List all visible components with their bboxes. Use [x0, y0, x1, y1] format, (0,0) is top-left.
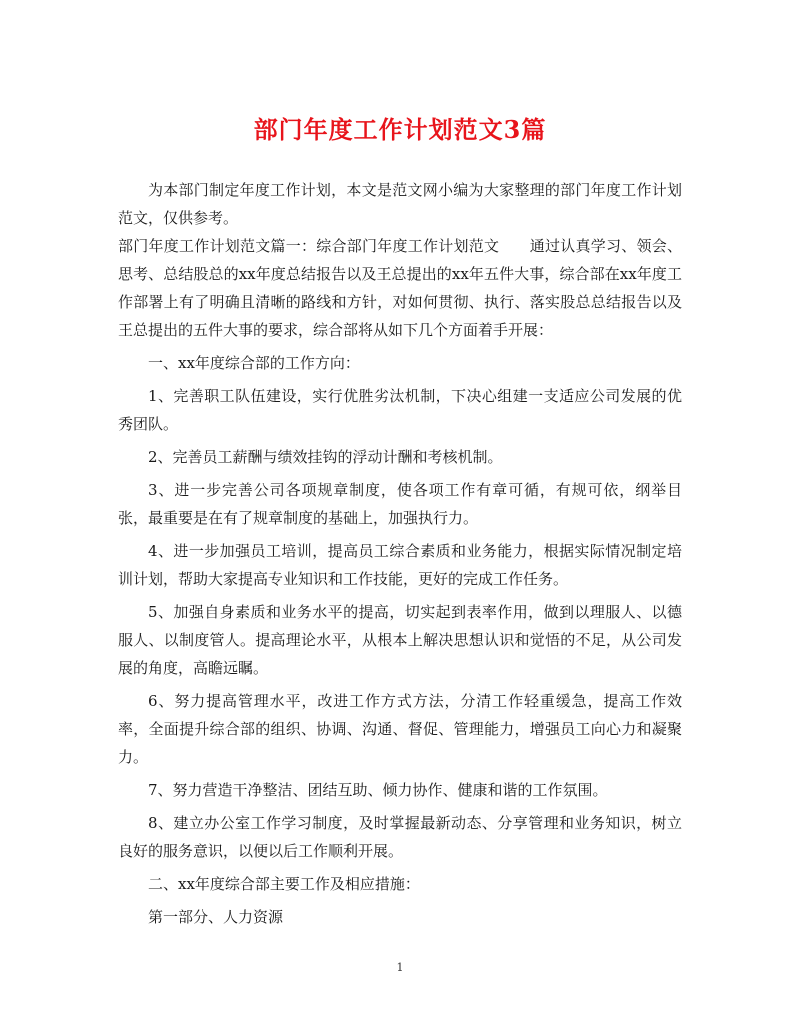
intro-paragraph: 为本部门制定年度工作计划，本文是范文网小编为大家整理的部门年度工作计划范文，仅供参考。: [118, 181, 682, 227]
list-item: 7、努力营造干净整洁、团结互助、倾力协作、健康和谐的工作氛围。: [148, 781, 608, 799]
section-heading: 二、xx年度综合部主要工作及相应措施：: [148, 875, 420, 893]
list-item: 5、加强自身素质和业务水平的提高，切实起到表率作用，做到以理服人、以德服人、以制度管人。提高理论水平，从根本上解决思想认识和觉悟的不足，从公司发展的角度，高瞻远瞩。: [118, 603, 682, 677]
section-paragraph: 部门年度工作计划范文篇一：综合部门年度工作计划范文 通过认真学习、领会、思考、总结股总的xx年度总结报告以及王总提出的xx年五件大事，综合部在xx年度工作部署上有了明确且清晰的路线和方针，对如何贯彻、执行、落实股总总结报告以及王总提出的五件大事的要求，综合部将从如下几个方面着手开展：: [118, 237, 682, 339]
subsection-heading: 第一部分、人力资源: [148, 908, 284, 926]
list-item: 2、完善员工薪酬与绩效挂钩的浮动计酬和考核机制。: [148, 448, 503, 466]
list-item: 3、进一步完善公司各项规章制度，使各项工作有章可循，有规可依，纲举目张，最重要是在有了规章制度的基础上，加强执行力。: [118, 481, 682, 527]
section-heading: 一、xx年度综合部的工作方向：: [148, 354, 360, 372]
list-item: 8、建立办公室工作学习制度，及时掌握最新动态、分享管理和业务知识，树立良好的服务意识，以便以后工作顺利开展。: [118, 814, 682, 860]
list-item: 6、努力提高管理水平，改进工作方式方法，分清工作轻重缓急，提高工作效率，全面提升综合部的组织、协调、沟通、督促、管理能力，增强员工向心力和凝聚力。: [118, 692, 682, 766]
page-number: 1: [396, 961, 404, 974]
document-body: [118, 176, 682, 931]
list-item: 4、进一步加强员工培训，提高员工综合素质和业务能力，根据实际情况制定培训计划，帮助大家提高专业知识和工作技能，更好的完成工作任务。: [118, 542, 682, 588]
document-title: 部门年度工作计划范文3篇: [253, 115, 547, 144]
list-item: 1、完善职工队伍建设，实行优胜劣汰机制，下决心组建一支适应公司发展的优秀团队。: [118, 387, 682, 433]
